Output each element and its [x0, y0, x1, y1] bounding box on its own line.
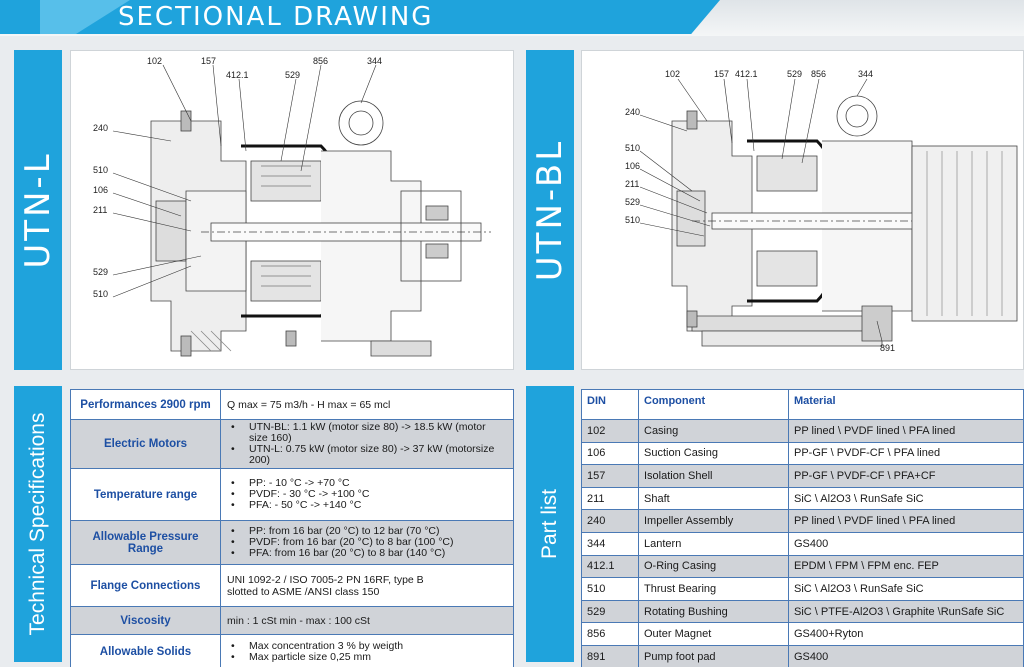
part-din: 856 [582, 623, 639, 646]
drawing-callout: 211 [93, 205, 108, 215]
table-row [582, 532, 1024, 555]
part-din: 102 [582, 420, 639, 443]
drawing-callout: 412.1 [735, 69, 758, 79]
drawing-callout: 891 [880, 343, 896, 353]
side-tab-label: UTN-BL [530, 138, 570, 282]
spec-line: slotted to ASME /ANSI class 150 [227, 585, 380, 598]
drawing-callout: 344 [858, 69, 874, 79]
spec-label: Flange Connections [71, 565, 221, 607]
part-component: Thrust Bearing [639, 578, 789, 601]
drawing-callout: 529 [787, 69, 803, 79]
drawing-callout: 157 [714, 69, 730, 79]
drawing-callout: 106 [93, 185, 109, 195]
spec-label: Allowable Solids [71, 635, 221, 667]
side-tab-label: UTN-L [18, 151, 58, 269]
table-header-row [582, 390, 1024, 420]
spec-bullet: • UTN-L: 0.75 kW (motor size 80) -> 37 kW (motorsize 200) [227, 444, 507, 466]
side-tab-label: Part list [538, 488, 561, 560]
sectional-drawing-utn-bl [582, 51, 1024, 371]
drawing-callout: 529 [93, 267, 109, 277]
part-material: SiC \ Al2O3 \ RunSafe SiC [789, 578, 1024, 601]
part-din: 157 [582, 465, 639, 488]
header-bar [0, 0, 1024, 36]
table-row [582, 555, 1024, 578]
part-din: 344 [582, 532, 639, 555]
column-header-material: Material [789, 390, 1024, 420]
part-component: Impeller Assembly [639, 510, 789, 533]
column-header-din: DIN [582, 390, 639, 420]
drawing-callout: 412.1 [226, 70, 249, 80]
part-din: 510 [582, 578, 639, 601]
drawing-callout: 510 [93, 165, 109, 175]
spec-bullet: • PP: - 10 °C -> +70 °C [227, 478, 507, 489]
table-row [582, 465, 1024, 488]
drawing-callout: 856 [811, 69, 827, 79]
table-row [582, 645, 1024, 667]
side-tab-technical-specifications [14, 386, 62, 662]
spec-row [71, 635, 514, 667]
spec-bullet: • PVDF: from 16 bar (20 °C) to 8 bar (100 °C) [227, 537, 507, 548]
spec-label: Temperature range [71, 469, 221, 521]
table-row [582, 510, 1024, 533]
drawing-callout: 211 [625, 179, 640, 189]
table-row [582, 600, 1024, 623]
table-row [582, 442, 1024, 465]
drawing-callout: 240 [93, 123, 109, 133]
spec-row [71, 565, 514, 607]
drawing-callout: 102 [147, 56, 163, 66]
spec-value [221, 420, 514, 469]
drawing-callout: 510 [625, 143, 641, 153]
part-din: 211 [582, 487, 639, 510]
spec-row [71, 390, 514, 420]
page-title: SECTIONAL DRAWING [118, 2, 434, 32]
drawing-callout: 856 [313, 56, 329, 66]
spec-value [221, 469, 514, 521]
part-material: SiC \ PTFE-Al2O3 \ Graphite \RunSafe SiC [789, 600, 1024, 623]
part-material: PP lined \ PVDF lined \ PFA lined [789, 420, 1024, 443]
part-component: Casing [639, 420, 789, 443]
drawing-callout: 529 [285, 70, 301, 80]
side-tab-part-list [526, 386, 574, 662]
sectional-drawing-utn-l [71, 51, 515, 371]
part-component: Isolation Shell [639, 465, 789, 488]
drawing-callout: 106 [625, 161, 641, 171]
part-list-table [581, 389, 1024, 667]
spec-bullet: • PP: from 16 bar (20 °C) to 12 bar (70 °C) [227, 526, 507, 537]
spec-row [71, 420, 514, 469]
drawing-callout: 529 [625, 197, 641, 207]
part-component: O-Ring Casing [639, 555, 789, 578]
drawing-callout: 157 [201, 56, 217, 66]
side-tab-utn-l [14, 50, 62, 370]
part-component: Rotating Bushing [639, 600, 789, 623]
spec-value [221, 521, 514, 565]
part-din: 529 [582, 600, 639, 623]
side-tab-label: Technical Specifications [26, 412, 49, 636]
part-material: PP lined \ PVDF lined \ PFA lined [789, 510, 1024, 533]
spec-bullet: • PFA: from 16 bar (20 °C) to 8 bar (140 °C) [227, 548, 507, 559]
table-row [582, 623, 1024, 646]
spec-row [71, 469, 514, 521]
part-material: PP-GF \ PVDF-CF \ PFA lined [789, 442, 1024, 465]
part-material: PP-GF \ PVDF-CF \ PFA+CF [789, 465, 1024, 488]
spec-line: UNI 1092-2 / ISO 7005-2 PN 16RF, type B [227, 573, 424, 586]
part-material: SiC \ Al2O3 \ RunSafe SiC [789, 487, 1024, 510]
spec-value [221, 607, 514, 635]
spec-bullet: • PFA: - 50 °C -> +140 °C [227, 500, 507, 511]
technical-specifications-table [70, 389, 514, 667]
spec-bullet: • Max particle size 0,25 mm [227, 652, 507, 663]
drawing-callout: 240 [625, 107, 641, 117]
column-header-component: Component [639, 390, 789, 420]
part-component: Outer Magnet [639, 623, 789, 646]
spec-line: min : 1 cSt min - max : 100 cSt [227, 614, 370, 627]
spec-value [221, 565, 514, 607]
drawing-callout: 102 [665, 69, 681, 79]
drawing-callout: 510 [93, 289, 109, 299]
drawing-callout: 510 [625, 215, 641, 225]
part-component: Shaft [639, 487, 789, 510]
table-row [582, 420, 1024, 443]
part-material: EPDM \ FPM \ FPM enc. FEP [789, 555, 1024, 578]
part-din: 106 [582, 442, 639, 465]
spec-bullet: • Max concentration 3 % by weigth [227, 641, 507, 652]
spec-bullet: • UTN-BL: 1.1 kW (motor size 80) -> 18.5 kW (motor size 160) [227, 422, 507, 444]
spec-row [71, 521, 514, 565]
spec-label: Electric Motors [71, 420, 221, 469]
part-material: GS400 [789, 645, 1024, 667]
part-din: 891 [582, 645, 639, 667]
part-material: GS400+Ryton [789, 623, 1024, 646]
part-component: Suction Casing [639, 442, 789, 465]
spec-label: Performances 2900 rpm [71, 390, 221, 420]
part-material: GS400 [789, 532, 1024, 555]
table-row [582, 487, 1024, 510]
part-component: Lantern [639, 532, 789, 555]
part-component: Pump foot pad [639, 645, 789, 667]
spec-line: Q max = 75 m3/h - H max = 65 mcl [227, 398, 391, 411]
drawing-panel-utn-bl [581, 50, 1024, 370]
drawing-panel-utn-l [70, 50, 514, 370]
spec-row [71, 607, 514, 635]
drawing-callout: 344 [367, 56, 383, 66]
spec-bullet: • PVDF: - 30 °C -> +100 °C [227, 489, 507, 500]
table-row [582, 578, 1024, 601]
spec-label: Allowable Pressure Range [71, 521, 221, 565]
spec-value [221, 390, 514, 420]
part-din: 412.1 [582, 555, 639, 578]
spec-label: Viscosity [71, 607, 221, 635]
part-din: 240 [582, 510, 639, 533]
spec-value [221, 635, 514, 667]
side-tab-utn-bl [526, 50, 574, 370]
